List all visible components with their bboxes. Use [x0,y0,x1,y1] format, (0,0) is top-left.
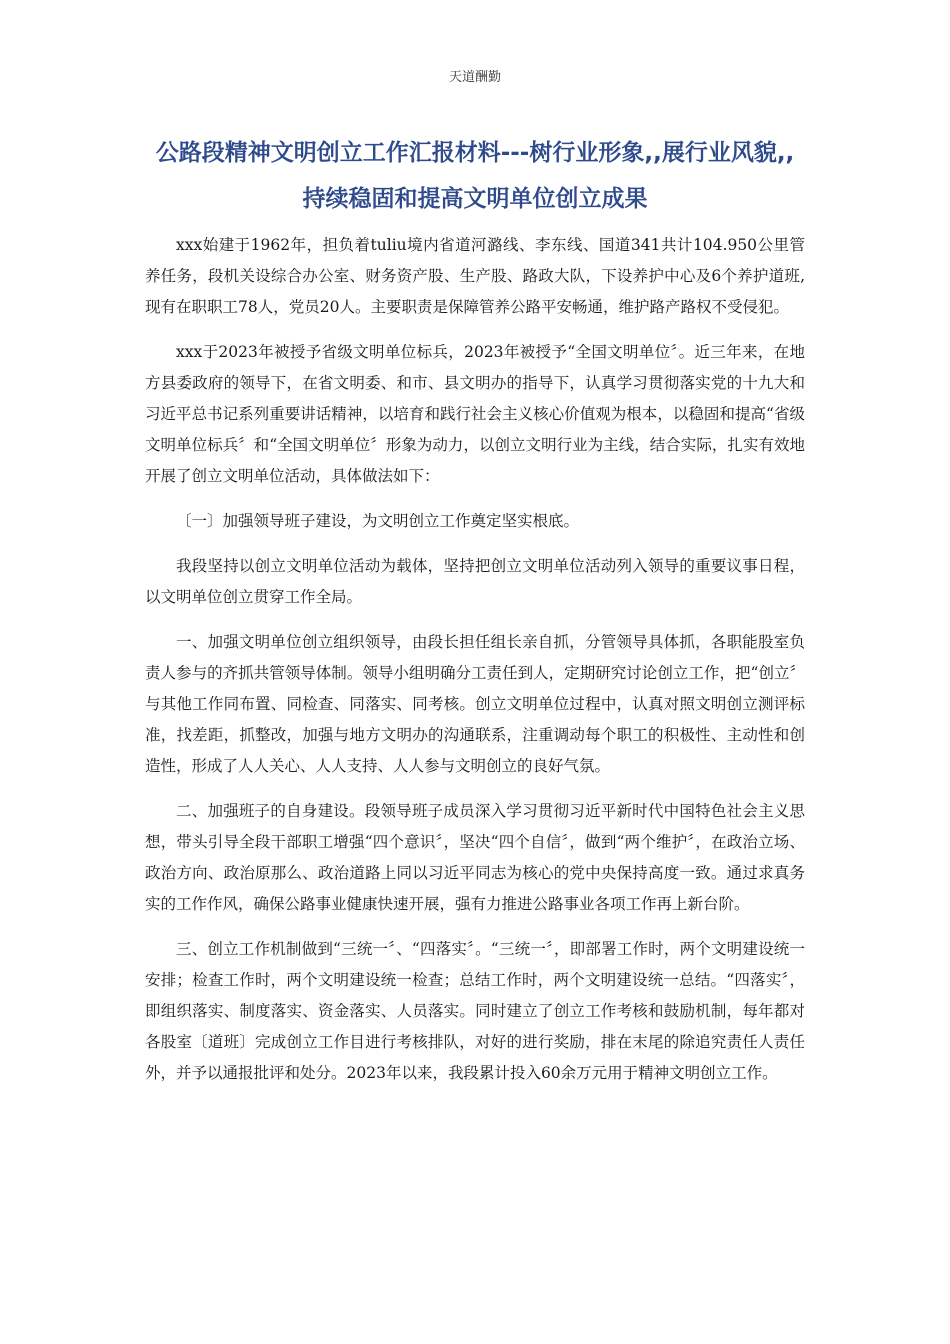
paragraph-intro: xxx始建于1962年，担负着tuliu境内省道河潞线、李东线、国道341共计104.950公里管养任务，段机关设综合办公室、财务资产股、生产股、路政大队，下设养护中心及6个养护道班,现有在职职工78人，党员20人。主要职责是保障管养公路平安畅通，维护路产路权不受侵犯。 [145,236,805,316]
paragraph-section-1-summary: 我段坚持以创立文明单位活动为载体，坚持把创立文明单位活动列入领导的重要议事日程，以文明单位创立贯穿工作全局。 [145,557,805,606]
paragraph-item-2: 二、加强班子的自身建设。段领导班子成员深入学习贯彻习近平新时代中国特色社会主义思想，带头引导全段干部职工增强“四个意识〞，坚决“四个自信〞，做到“两个维护〞，在政治立场、政治方向、政治原那么、政治道路上同以习近平同志为核心的党中央保持高度一致。通过求真务实的工作作风，确保公路事业健康快速开展，强有力推进公路事业各项工作再上新台阶。 [145,802,805,913]
paragraph-item-1: 一、加强文明单位创立组织领导，由段长担任组长亲自抓，分管领导具体抓，各职能股室负责人参与的齐抓共管领导体制。领导小组明确分工责任到人，定期研究讨论创立工作，把“创立〞与其他工作同布置、同检查、同落实、同考核。创立文明单位过程中，认真对照文明创立测评标准，找差距，抓整改，加强与地方文明办的沟通联系，注重调动每个职工的积极性、主动性和创造性，形成了人人关心、人人支持、人人参与文明创立的良好气氛。 [145,633,805,775]
document-title: 公路段精神文明创立工作汇报材料---树行业形象,,展行业风貌,,持续稳固和提高文明单位创立成果 [155,140,795,212]
header-watermark-text: 天道酬勤 [448,70,501,85]
paragraph-item-3: 三、创立工作机制做到“三统一〞、“四落实〞。“三统一〞，即部署工作时，两个文明建设统一安排；检查工作时，两个文明建设统一检查；总结工作时，两个文明建设统一总结。“四落实〞，即组织落实、制度落实、资金落实、人员落实。同时建立了创立工作考核和鼓励机制，每年都对各股室〔道班〕完成创立工作目进行考核排队，对好的进行奖励，排在末尾的除追究责任人责任外，并予以通报批评和处分。2023年以来，我段累计投入60余万元用于精神文明创立工作。 [145,940,805,1082]
section-heading-1: 〔一〕加强领导班子建设，为文明创立工作奠定坚实根底。 [176,512,580,530]
document-body [145,230,805,1103]
paragraph-honors: xxx于2023年被授予省级文明单位标兵，2023年被授予“全国文明单位〞。近三年来，在地方县委政府的领导下，在省文明委、和市、县文明办的指导下，认真学习贯彻落实党的十九大和习近平总书记系列重要讲话精神，以培育和践行社会主义核心价值观为根本，以稳固和提高“省级文明单位标兵〞和“全国文明单位〞形象为动力，以创立文明行业为主线，结合实际，扎实有效地开展了创立文明单位活动，具体做法如下： [145,343,805,485]
